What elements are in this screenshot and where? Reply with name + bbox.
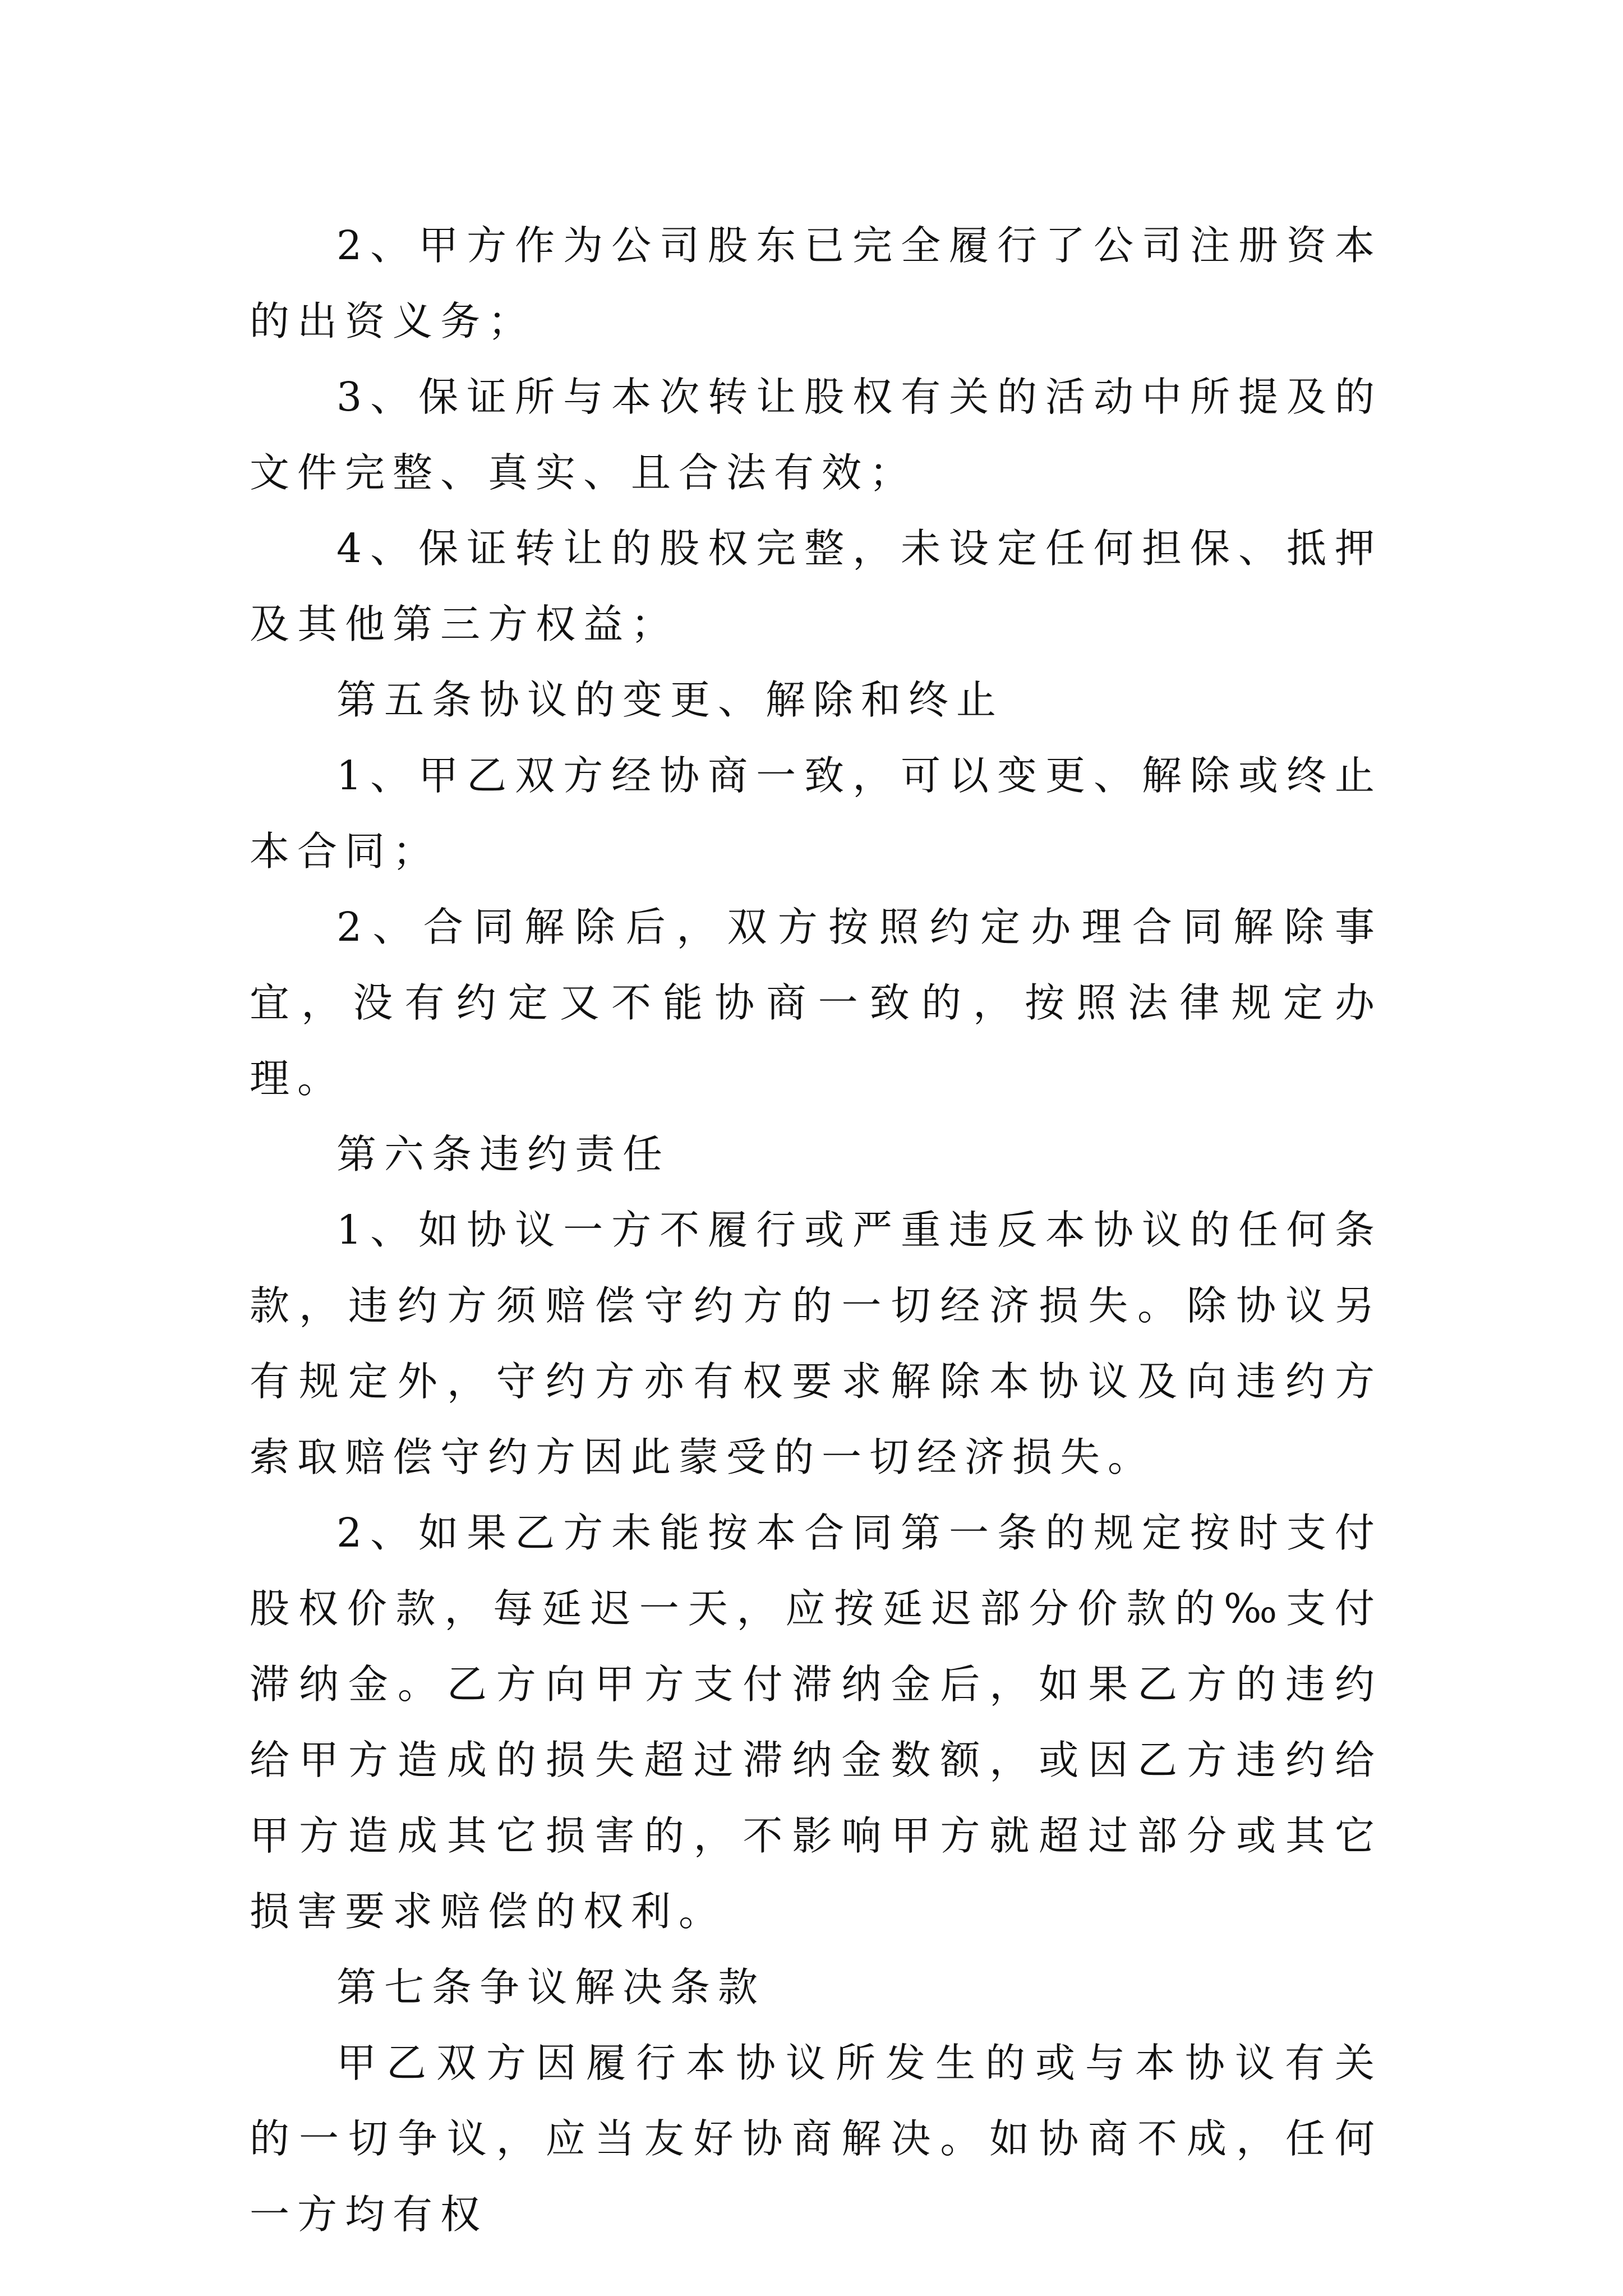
article-7-heading: 第七条争议解决条款	[336, 1964, 766, 2010]
clause-2-capital-obligation: 2、甲方作为公司股东已完全履行了公司注册资本的出资义务；	[250, 222, 1382, 344]
article-5-clause-2: 2、合同解除后，双方按照约定办理合同解除事宜，没有约定又不能协商一致的，按照法律规定办理。	[250, 904, 1382, 1102]
article-5-clause-1: 1、甲乙双方经协商一致，可以变更、解除或终止本合同；	[250, 752, 1382, 875]
clause-4-equity-complete: 4、保证转让的股权完整，未设定任何担保、抵押及其他第三方权益；	[250, 525, 1382, 647]
document-page	[250, 208, 1382, 2252]
article-6-clause-2: 2、如果乙方未能按本合同第一条的规定按时支付股权价款，每延迟一天，应按延迟部分价款的‰支付滞纳金。乙方向甲方支付滞纳金后，如果乙方的违约给甲方造成的损失超过滞纳金数额，或因乙方违约给甲方造成其它损害的，不影响甲方就超过部分或其它损害要求赔偿的权利。	[250, 1510, 1382, 1935]
article-6-heading: 第六条违约责任	[336, 1131, 671, 1177]
clause-3-documents-valid: 3、保证所与本次转让股权有关的活动中所提及的文件完整、真实、且合法有效；	[250, 374, 1382, 496]
article-7-body: 甲乙双方因履行本协议所发生的或与本协议有关的一切争议，应当友好协商解决。如协商不成，任何一方均有权	[250, 2040, 1382, 2238]
article-5-heading: 第五条协议的变更、解除和终止	[336, 677, 1004, 723]
article-6-clause-1: 1、如协议一方不履行或严重违反本协议的任何条款，违约方须赔偿守约方的一切经济损失。除协议另有规定外，守约方亦有权要求解除本协议及向违约方索取赔偿守约方因此蒙受的一切经济损失。	[250, 1207, 1382, 1480]
